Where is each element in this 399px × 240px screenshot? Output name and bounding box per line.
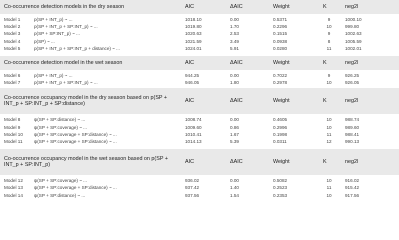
section-header-wet-occupancy xyxy=(0,149,399,175)
neg2l-value: 999.80 xyxy=(345,24,360,30)
col-daic: ΔAIC xyxy=(230,59,243,66)
weight-value: 0.2978 xyxy=(273,80,288,86)
section-title: Co-occurrence detection models in the dry season xyxy=(4,4,125,10)
daic-value: 0.86 xyxy=(230,124,239,130)
k-value: 9 xyxy=(327,31,331,37)
k-value: 10 xyxy=(326,124,332,130)
model-name: Model 14 xyxy=(4,192,23,198)
neg2l-value: 990.13 xyxy=(345,138,360,144)
model-name: Model 11 xyxy=(4,138,23,144)
aic-value: 1024.01 xyxy=(185,45,202,51)
k-value: 9 xyxy=(327,17,331,23)
model-name: Model 12 xyxy=(4,178,23,184)
model-formula: ψ(SP + SP:distance) ~ ... xyxy=(34,117,86,123)
model-name: Model 2 xyxy=(4,24,21,30)
aic-value: 944.25 xyxy=(185,73,200,79)
aic-value: 1014.13 xyxy=(185,138,202,144)
col-weight: Weight xyxy=(273,159,290,166)
section-title: Co-occurrence occupancy model in the wet season based on p(SP + INT_p + SP:INT_p) xyxy=(4,155,168,169)
table-row xyxy=(0,30,399,37)
daic-value: 1.70 xyxy=(230,24,239,30)
k-value: 11 xyxy=(326,45,332,51)
daic-value: 5.39 xyxy=(230,138,239,144)
daic-value: 0.00 xyxy=(230,117,239,123)
col-weight: Weight xyxy=(273,4,290,10)
col-weight: Weight xyxy=(273,59,290,66)
k-value: 10 xyxy=(326,80,332,86)
model-formula: p(SP + INT_p + SP:INT_p) ~ ... xyxy=(34,24,98,30)
weight-value: 0.0311 xyxy=(273,138,287,144)
weight-value: 0.5371 xyxy=(273,17,288,23)
model-formula: p(SP + INT_p) ~ ... xyxy=(34,17,73,23)
section-header-wet-detection xyxy=(0,56,399,70)
aic-value: 946.05 xyxy=(185,80,200,86)
model-formula: p(SP + INT_p + SP:INT_p) ~ ... xyxy=(34,80,98,86)
model-name: Model 4 xyxy=(4,38,21,44)
weight-value: 0.2523 xyxy=(273,185,288,191)
col-weight: Weight xyxy=(273,98,290,105)
model-formula: ψ(SP + SP:coverage + SP:distance) ~ ... xyxy=(34,138,117,144)
neg2l-value: 1005.59 xyxy=(345,38,362,44)
weight-value: 0.1515 xyxy=(273,31,288,37)
col-aic: AIC xyxy=(185,159,194,166)
neg2l-value: 915.42 xyxy=(345,185,360,191)
neg2l-value: 917.56 xyxy=(345,192,360,198)
model-name: Model 10 xyxy=(4,131,23,137)
table-row xyxy=(0,116,399,123)
table-row xyxy=(0,177,399,184)
daic-value: 5.91 xyxy=(230,45,239,51)
weight-value: 0.4605 xyxy=(273,117,288,123)
k-value: 11 xyxy=(326,131,332,137)
weight-value: 0.5082 xyxy=(273,178,288,184)
k-value: 11 xyxy=(326,185,332,191)
model-formula: p(SP + INT_p) ~ ... xyxy=(34,73,73,79)
aic-value: 1008.74 xyxy=(185,117,202,123)
aic-value: 937.42 xyxy=(185,185,200,191)
neg2l-value: 988.74 xyxy=(345,117,360,123)
k-value: 9 xyxy=(327,73,331,79)
daic-value: 1.40 xyxy=(230,185,239,191)
neg2l-value: 926.25 xyxy=(345,73,360,79)
table-row xyxy=(0,184,399,191)
neg2l-value: 1002.01 xyxy=(345,45,362,51)
daic-value: 3.49 xyxy=(230,38,239,44)
aic-value: 1019.80 xyxy=(185,24,202,30)
col-k: K xyxy=(323,98,327,105)
aic-value: 1021.59 xyxy=(185,38,202,44)
neg2l-value: 916.02 xyxy=(345,178,360,184)
col-daic: ΔAIC xyxy=(230,4,243,10)
col-neg2l: neg2l xyxy=(345,4,359,10)
model-formula: ψ(SP + SP:coverage + SP:distance) ~ ... xyxy=(34,131,117,137)
aic-value: 1018.10 xyxy=(185,17,202,23)
section-title: Co-occurrence detection model in the wet season xyxy=(4,59,123,66)
col-daic: ΔAIC xyxy=(230,159,243,166)
col-k: K xyxy=(323,4,327,10)
daic-value: 2.53 xyxy=(230,31,239,37)
table-row xyxy=(0,23,399,30)
daic-value: 1.80 xyxy=(230,80,239,86)
aic-value: 1010.41 xyxy=(185,131,202,137)
aic-value: 1020.63 xyxy=(185,31,202,37)
aic-value: 936.02 xyxy=(185,178,200,184)
daic-value: 0.00 xyxy=(230,73,239,79)
neg2l-value: 1000.10 xyxy=(345,17,362,23)
table-row xyxy=(0,191,399,198)
k-value: 12 xyxy=(326,138,332,144)
col-k: K xyxy=(323,59,327,66)
model-name: Model 9 xyxy=(4,124,21,130)
model-name: Model 6 xyxy=(4,73,21,79)
section-title: Co-occurrence occupancy model in the dry season based on p(SP + INT_p + SP:INT_p + SP:distance) xyxy=(4,94,168,108)
aic-value: 1009.60 xyxy=(185,124,202,130)
table-row xyxy=(0,38,399,45)
col-neg2l: neg2l xyxy=(345,159,359,166)
table-row xyxy=(0,131,399,138)
k-value: 8 xyxy=(327,38,331,44)
weight-value: 0.0280 xyxy=(273,45,288,51)
model-name: Model 1 xyxy=(4,17,21,23)
model-name: Model 8 xyxy=(4,117,21,123)
neg2l-value: 988.41 xyxy=(345,131,360,137)
aic-value: 937.56 xyxy=(185,192,200,198)
weight-value: 0.2353 xyxy=(273,192,288,198)
daic-value: 0.00 xyxy=(230,178,239,184)
daic-value: 0.00 xyxy=(230,17,239,23)
table-row xyxy=(0,45,399,52)
table-row xyxy=(0,138,399,145)
col-aic: AIC xyxy=(185,59,194,66)
weight-value: 0.0938 xyxy=(273,38,288,44)
weight-value: 0.2996 xyxy=(273,124,288,130)
daic-value: 1.54 xyxy=(230,192,239,198)
col-neg2l: neg2l xyxy=(345,59,359,66)
col-daic: ΔAIC xyxy=(230,98,243,105)
model-formula: p(SP + INT_p + SP:INT_p + distance) ~ ... xyxy=(34,45,120,51)
section-header-dry-occupancy xyxy=(0,88,399,114)
k-value: 10 xyxy=(326,192,332,198)
model-formula: ψ(SP + SP:coverage + SP:distance) ~ ... xyxy=(34,185,117,191)
col-k: K xyxy=(323,159,327,166)
neg2l-value: 1002.63 xyxy=(345,31,362,37)
daic-value: 1.67 xyxy=(230,131,239,137)
weight-value: 0.2296 xyxy=(273,24,288,30)
col-aic: AIC xyxy=(185,98,194,105)
model-formula: ψ(SP + SP:coverage) ~ ... xyxy=(34,178,87,184)
model-name: Model 5 xyxy=(4,45,21,51)
model-name: Model 13 xyxy=(4,185,23,191)
model-formula: p(SP) ~ ... xyxy=(34,38,55,44)
neg2l-value: 926.05 xyxy=(345,80,360,86)
section-header-dry-detection xyxy=(0,0,399,14)
model-formula: ψ(SP + SP:distance) ~ ... xyxy=(34,192,86,198)
table-row xyxy=(0,124,399,131)
k-value: 10 xyxy=(326,117,332,123)
col-neg2l: neg2l xyxy=(345,98,359,105)
col-aic: AIC xyxy=(185,4,194,10)
weight-value: 0.7022 xyxy=(273,73,288,79)
table-row xyxy=(0,72,399,79)
neg2l-value: 989.60 xyxy=(345,124,360,130)
model-formula: p(SP + SP:INT_p) ~ ... xyxy=(34,31,80,37)
model-name: Model 7 xyxy=(4,80,21,86)
k-value: 10 xyxy=(326,178,332,184)
k-value: 10 xyxy=(326,24,332,30)
table-row xyxy=(0,79,399,86)
table-row xyxy=(0,16,399,23)
model-formula: ψ(SP + SP:coverage) ~ ... xyxy=(34,124,87,130)
weight-value: 0.1998 xyxy=(273,131,288,137)
model-name: Model 3 xyxy=(4,31,21,37)
